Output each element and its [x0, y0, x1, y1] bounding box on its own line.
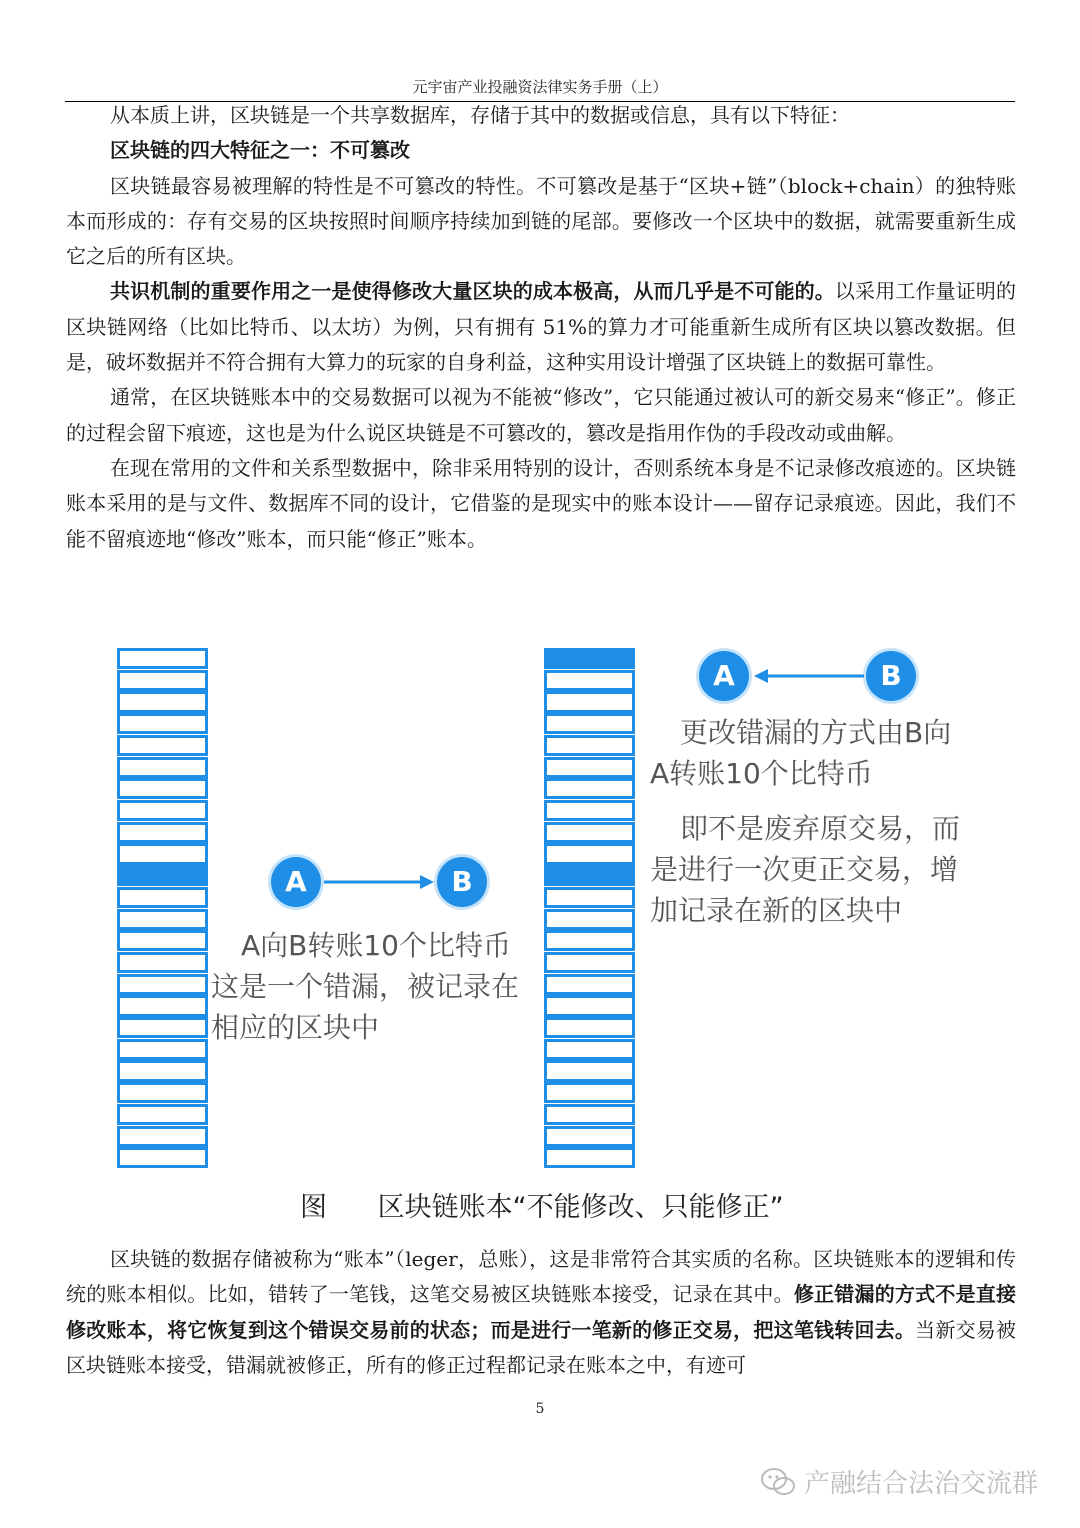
ledger-block: [117, 1039, 208, 1060]
ledger-block: [117, 930, 208, 951]
ledger-block-highlighted: [544, 865, 635, 886]
left-figure-text: [211, 925, 519, 1048]
left-figure-line: A向B转账10个比特币: [241, 929, 511, 962]
ledger-block: [117, 800, 208, 821]
bold-text-segment: 共识机制的重要作用之一是使得修改大量区块的成本极高，从而几乎是不可能的。: [110, 279, 835, 304]
ledger-block: [117, 1104, 208, 1125]
left-figure-line: 这是一个错漏，被记录在: [211, 970, 520, 1003]
ledger-block: [544, 952, 635, 973]
watermark-text: 产融结合法治交流群: [804, 1469, 1039, 1499]
paragraph: [66, 274, 1016, 380]
ledger-block: [544, 757, 635, 778]
ledger-block: [117, 713, 208, 734]
ledger-block: [544, 974, 635, 995]
right-figure-line: 是进行一次更正交易，增: [650, 853, 959, 886]
right-figure-text: [650, 712, 960, 931]
ledger-block: [544, 822, 635, 843]
arrow-left-icon: [750, 664, 866, 688]
ledger-block: [117, 1126, 208, 1147]
arrow-right-icon: [322, 870, 436, 894]
text-segment: 从本质上讲，区块链是一个共享数据库，存储于其中的数据或信息，具有以下特征：: [110, 103, 850, 127]
text-segment: 区块链的数据存储被称为“账本”（leger，总账），这是非常符合其实质的名称。区块链账本的逻辑和传统的账本相似。比如，错转了一笔钱，这笔交易被区块链账本接受，记录在其中。: [66, 1247, 1016, 1307]
bold-text-segment: 区块链的四大特征之一：不可篡改: [110, 138, 410, 163]
caption-text: 区块链账本“不能修改、只能修正”: [377, 1192, 784, 1223]
text-segment: 以采用工作量证明的区块链网络（比如比特币、以太坊）为例，只有拥有 51%的算力才可能重新生成所有区块以篡改数据。但是，破坏数据并不符合拥有大算力的玩家的自身利益，这种实用设计增强了区块链上的数据可靠性。: [66, 279, 1017, 375]
ledger-block: [117, 670, 208, 691]
ledger-block: [544, 995, 635, 1016]
text-segment: 当新交易被区块链账本接受，错漏就被修正，所有的修正过程都记录在账本之中，有迹可: [66, 1317, 1017, 1377]
ledger-block: [117, 757, 208, 778]
ledger-block-highlighted: [544, 648, 635, 669]
top-text-block: [66, 98, 1016, 557]
ledger-block: [544, 800, 635, 821]
ledger-block: [117, 952, 208, 973]
right-figure-line: 即不是废弃原交易，而: [680, 812, 961, 845]
ledger-block: [117, 909, 208, 930]
ledger-block: [117, 974, 208, 995]
circle-a-left: A: [271, 857, 321, 907]
ledger-block: [544, 1147, 635, 1168]
running-header: 元宇宙产业投融资法律实务手册（上）: [65, 76, 1015, 102]
text-segment: 通常，在区块链账本中的交易数据可以视为不能被“修改”，它只能通过被认可的新交易来“修正”。修正的过程会留下痕迹，这也是为什么说区块链是不可篡改的，篡改是指用作伪的手段改动或曲解。: [66, 385, 1016, 445]
ledger-block-highlighted: [117, 865, 208, 886]
ledger-block: [544, 691, 635, 712]
paragraph: [66, 380, 1016, 451]
caption-label: 图: [300, 1192, 327, 1223]
ledger-block: [544, 1060, 635, 1081]
ledger-block: [544, 1082, 635, 1103]
ledger-block: [544, 909, 635, 930]
ledger-block: [117, 1147, 208, 1168]
ledger-block: [117, 691, 208, 712]
ledger-block: [544, 887, 635, 908]
figure-caption: [300, 1185, 784, 1224]
right-ledger-column: [544, 648, 635, 1169]
paragraph: [66, 451, 1016, 557]
ledger-block: [544, 1126, 635, 1147]
bold-text-segment: 修正错漏的方式不是直接修改账本，将它恢复到这个错误交易前的状态；而是进行一笔新的修正交易，把这笔钱转回去。: [66, 1282, 1017, 1342]
page-number: 5: [535, 1401, 545, 1417]
bottom-text-block: [66, 1242, 1016, 1383]
ledger-block: [117, 843, 208, 864]
watermark: [760, 1463, 1038, 1500]
wechat-icon: [760, 1467, 796, 1497]
text-segment: 区块链最容易被理解的特性是不可篡改的特性。不可篡改是基于“区块+链”（block+chain）的独特账本而形成的：存有交易的区块按照时间顺序持续加到链的尾部。要修改一个区块中的数据，就需要重新生成它之后的所有区块。: [66, 173, 1016, 269]
right-figure-line: 加记录在新的区块中: [650, 894, 903, 927]
ledger-block: [544, 1104, 635, 1125]
paragraph: [66, 169, 1016, 275]
ledger-block: [117, 887, 208, 908]
ledger-block: [117, 1060, 208, 1081]
ledger-block: [117, 1082, 208, 1103]
ledger-block: [117, 778, 208, 799]
circle-b-left: B: [437, 857, 487, 907]
ledger-block: [544, 713, 635, 734]
ledger-block: [117, 822, 208, 843]
ledger-block: [544, 930, 635, 951]
paragraph: [66, 98, 1016, 133]
ledger-block: [544, 670, 635, 691]
right-figure-line: 更改错漏的方式由B向: [680, 716, 952, 749]
ledger-block: [117, 648, 208, 669]
ledger-block: [544, 843, 635, 864]
section-subheading: [66, 133, 1016, 168]
left-ledger-column: [117, 648, 208, 1169]
ledger-block: [117, 735, 208, 756]
text-segment: 在现在常用的文件和关系型数据中，除非采用特别的设计，否则系统本身是不记录修改痕迹的。区块链账本采用的是与文件、数据库不同的设计，它借鉴的是现实中的账本设计——留存记录痕迹。因此，我们不能不留痕迹地“修改”账本，而只能“修正”账本。: [66, 455, 1016, 551]
ledger-block: [544, 735, 635, 756]
right-figure-line: A转账10个比特币: [650, 757, 873, 790]
ledger-block: [117, 1017, 208, 1038]
ledger-block: [117, 995, 208, 1016]
left-figure-line: 相应的区块中: [211, 1011, 380, 1044]
ledger-block: [544, 1017, 635, 1038]
ledger-block: [544, 1039, 635, 1060]
circle-a-right: A: [699, 651, 749, 701]
circle-b-right: B: [866, 651, 916, 701]
ledger-block: [544, 778, 635, 799]
paragraph: [66, 1242, 1016, 1383]
